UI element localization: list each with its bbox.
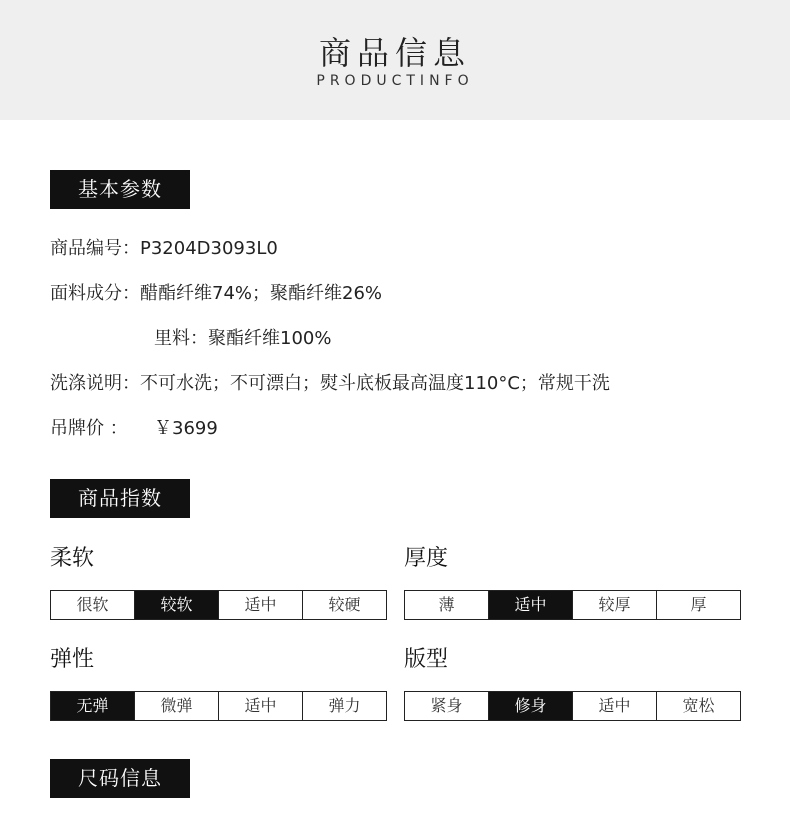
param-value: 不可水洗；不可漂白；熨斗底板最高温度110°C；常规干洗 bbox=[140, 373, 610, 394]
param-fabric bbox=[50, 282, 382, 306]
header-title: 商品信息 bbox=[318, 34, 471, 72]
index-option: 较软 bbox=[135, 591, 219, 619]
param-value: 醋酯纤维74%；聚酯纤维26% bbox=[140, 283, 383, 304]
param-value: ￥3699 bbox=[154, 418, 218, 439]
index-option: 适中 bbox=[219, 591, 303, 619]
index-option: 弹力 bbox=[328, 696, 361, 715]
index-scale bbox=[50, 590, 387, 620]
param-product-code bbox=[50, 237, 278, 261]
index-option: 较硬 bbox=[328, 595, 361, 614]
param-wash bbox=[50, 372, 610, 396]
index-elasticity bbox=[50, 645, 387, 715]
index-fit bbox=[404, 645, 741, 715]
index-title: 柔软 bbox=[50, 546, 95, 571]
index-scale bbox=[404, 590, 741, 620]
param-value: P3204D3093L0 bbox=[140, 238, 278, 259]
index-option: 紧身 bbox=[405, 692, 489, 720]
param-price bbox=[50, 417, 218, 441]
index-option: 较厚 bbox=[573, 591, 657, 619]
param-lining bbox=[154, 327, 331, 351]
section-basic-params: 基本参数 bbox=[50, 170, 190, 209]
index-title: 弹性 bbox=[50, 647, 95, 672]
index-title: 厚度 bbox=[404, 546, 449, 571]
index-title: 版型 bbox=[404, 647, 449, 672]
index-option: 适中 bbox=[489, 591, 573, 619]
param-label: 洗涤说明： bbox=[50, 373, 140, 394]
param-label: 吊牌价 ： bbox=[50, 418, 128, 439]
index-option: 薄 bbox=[405, 591, 489, 619]
index-option: 修身 bbox=[489, 692, 573, 720]
param-label: 面料成分： bbox=[50, 283, 140, 304]
index-option: 厚 bbox=[690, 595, 707, 614]
section-product-index: 商品指数 bbox=[50, 479, 190, 518]
index-option: 宽松 bbox=[682, 696, 715, 715]
index-scale bbox=[404, 691, 741, 721]
index-option: 无弹 bbox=[51, 692, 135, 720]
index-option: 适中 bbox=[573, 692, 657, 720]
section-size-info: 尺码信息 bbox=[50, 759, 190, 798]
index-thickness bbox=[404, 544, 741, 614]
param-label: 商品编号： bbox=[50, 238, 140, 259]
index-option: 微弹 bbox=[135, 692, 219, 720]
header-subtitle: PRODUCTINFO bbox=[316, 73, 474, 89]
param-value: 里料：聚酯纤维100% bbox=[154, 328, 332, 349]
index-option: 很软 bbox=[51, 591, 135, 619]
index-option: 适中 bbox=[219, 692, 303, 720]
index-scale bbox=[50, 691, 387, 721]
page-header bbox=[0, 0, 790, 120]
index-softness bbox=[50, 544, 387, 614]
